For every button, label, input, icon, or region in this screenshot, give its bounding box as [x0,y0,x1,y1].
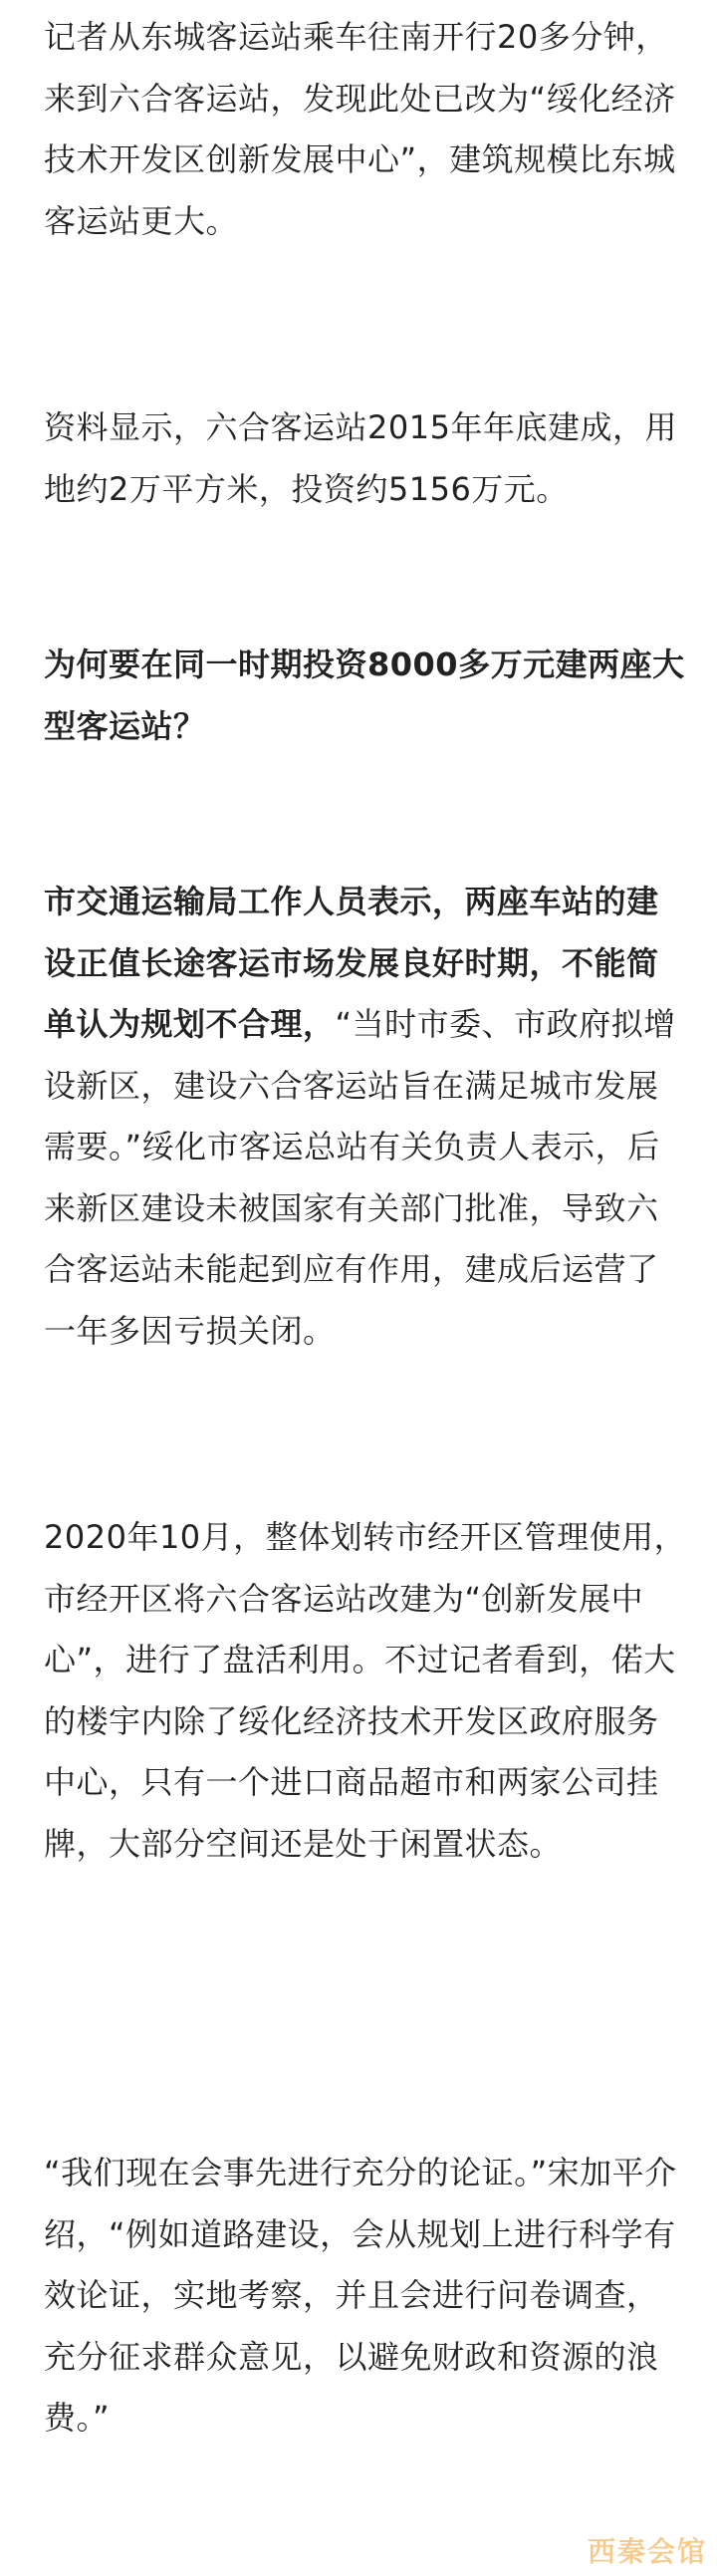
paragraph-2: 资料显示，六合客运站2015年年底建成，用地约2万平方米，投资约5156万元。 [44,408,677,508]
paragraph-3-question: 为何要在同一时期投资8000多万元建两座大型客运站？ [44,645,685,745]
paragraph-6: “我们现在会事先进行充分的论证。”宋加平介绍，“例如道路建设，会从规划上进行科学有效论证，实地考察，并且会进行问卷调查，充分征求群众意见，以避免财政和资源的浪费。” [44,2154,677,2437]
paragraph-4-rest: “当时市委、市政府拟增设新区，建设六合客运站旨在满足城市发展需要。”绥化市客运总站有关负责人表示，后来新区建设未被国家有关部门批准，导致六合客运站未能起到应有作用，建成后运营了一年多因亏损关闭。 [44,1005,676,1350]
paragraph-1: 记者从东城客运站乘车往南开行20多分钟，来到六合客运站，发现此处已改为“绥化经济技术开发区创新发展中心”，建筑规模比东城客运站更大。 [44,18,676,240]
paragraph-4 [44,872,689,1362]
paragraph-5: 2020年10月，整体划转市经开区管理使用，市经开区将六合客运站改建为“创新发展中心”，进行了盘活利用。不过记者看到，偌大的楼宇内除了绥化经济技术开发区政府服务中心，只有一个进口商品超市和两家公司挂牌，大部分空间还是处于闲置状态。 [44,1518,687,1863]
watermark-logo: 西秦会馆 [587,2535,707,2568]
paragraph-4-bold-lead: 市交通运输局工作人员表示，两座车站的建设正值长途客运市场发展良好时期，不能简单认为规划不合理， [44,883,659,1043]
